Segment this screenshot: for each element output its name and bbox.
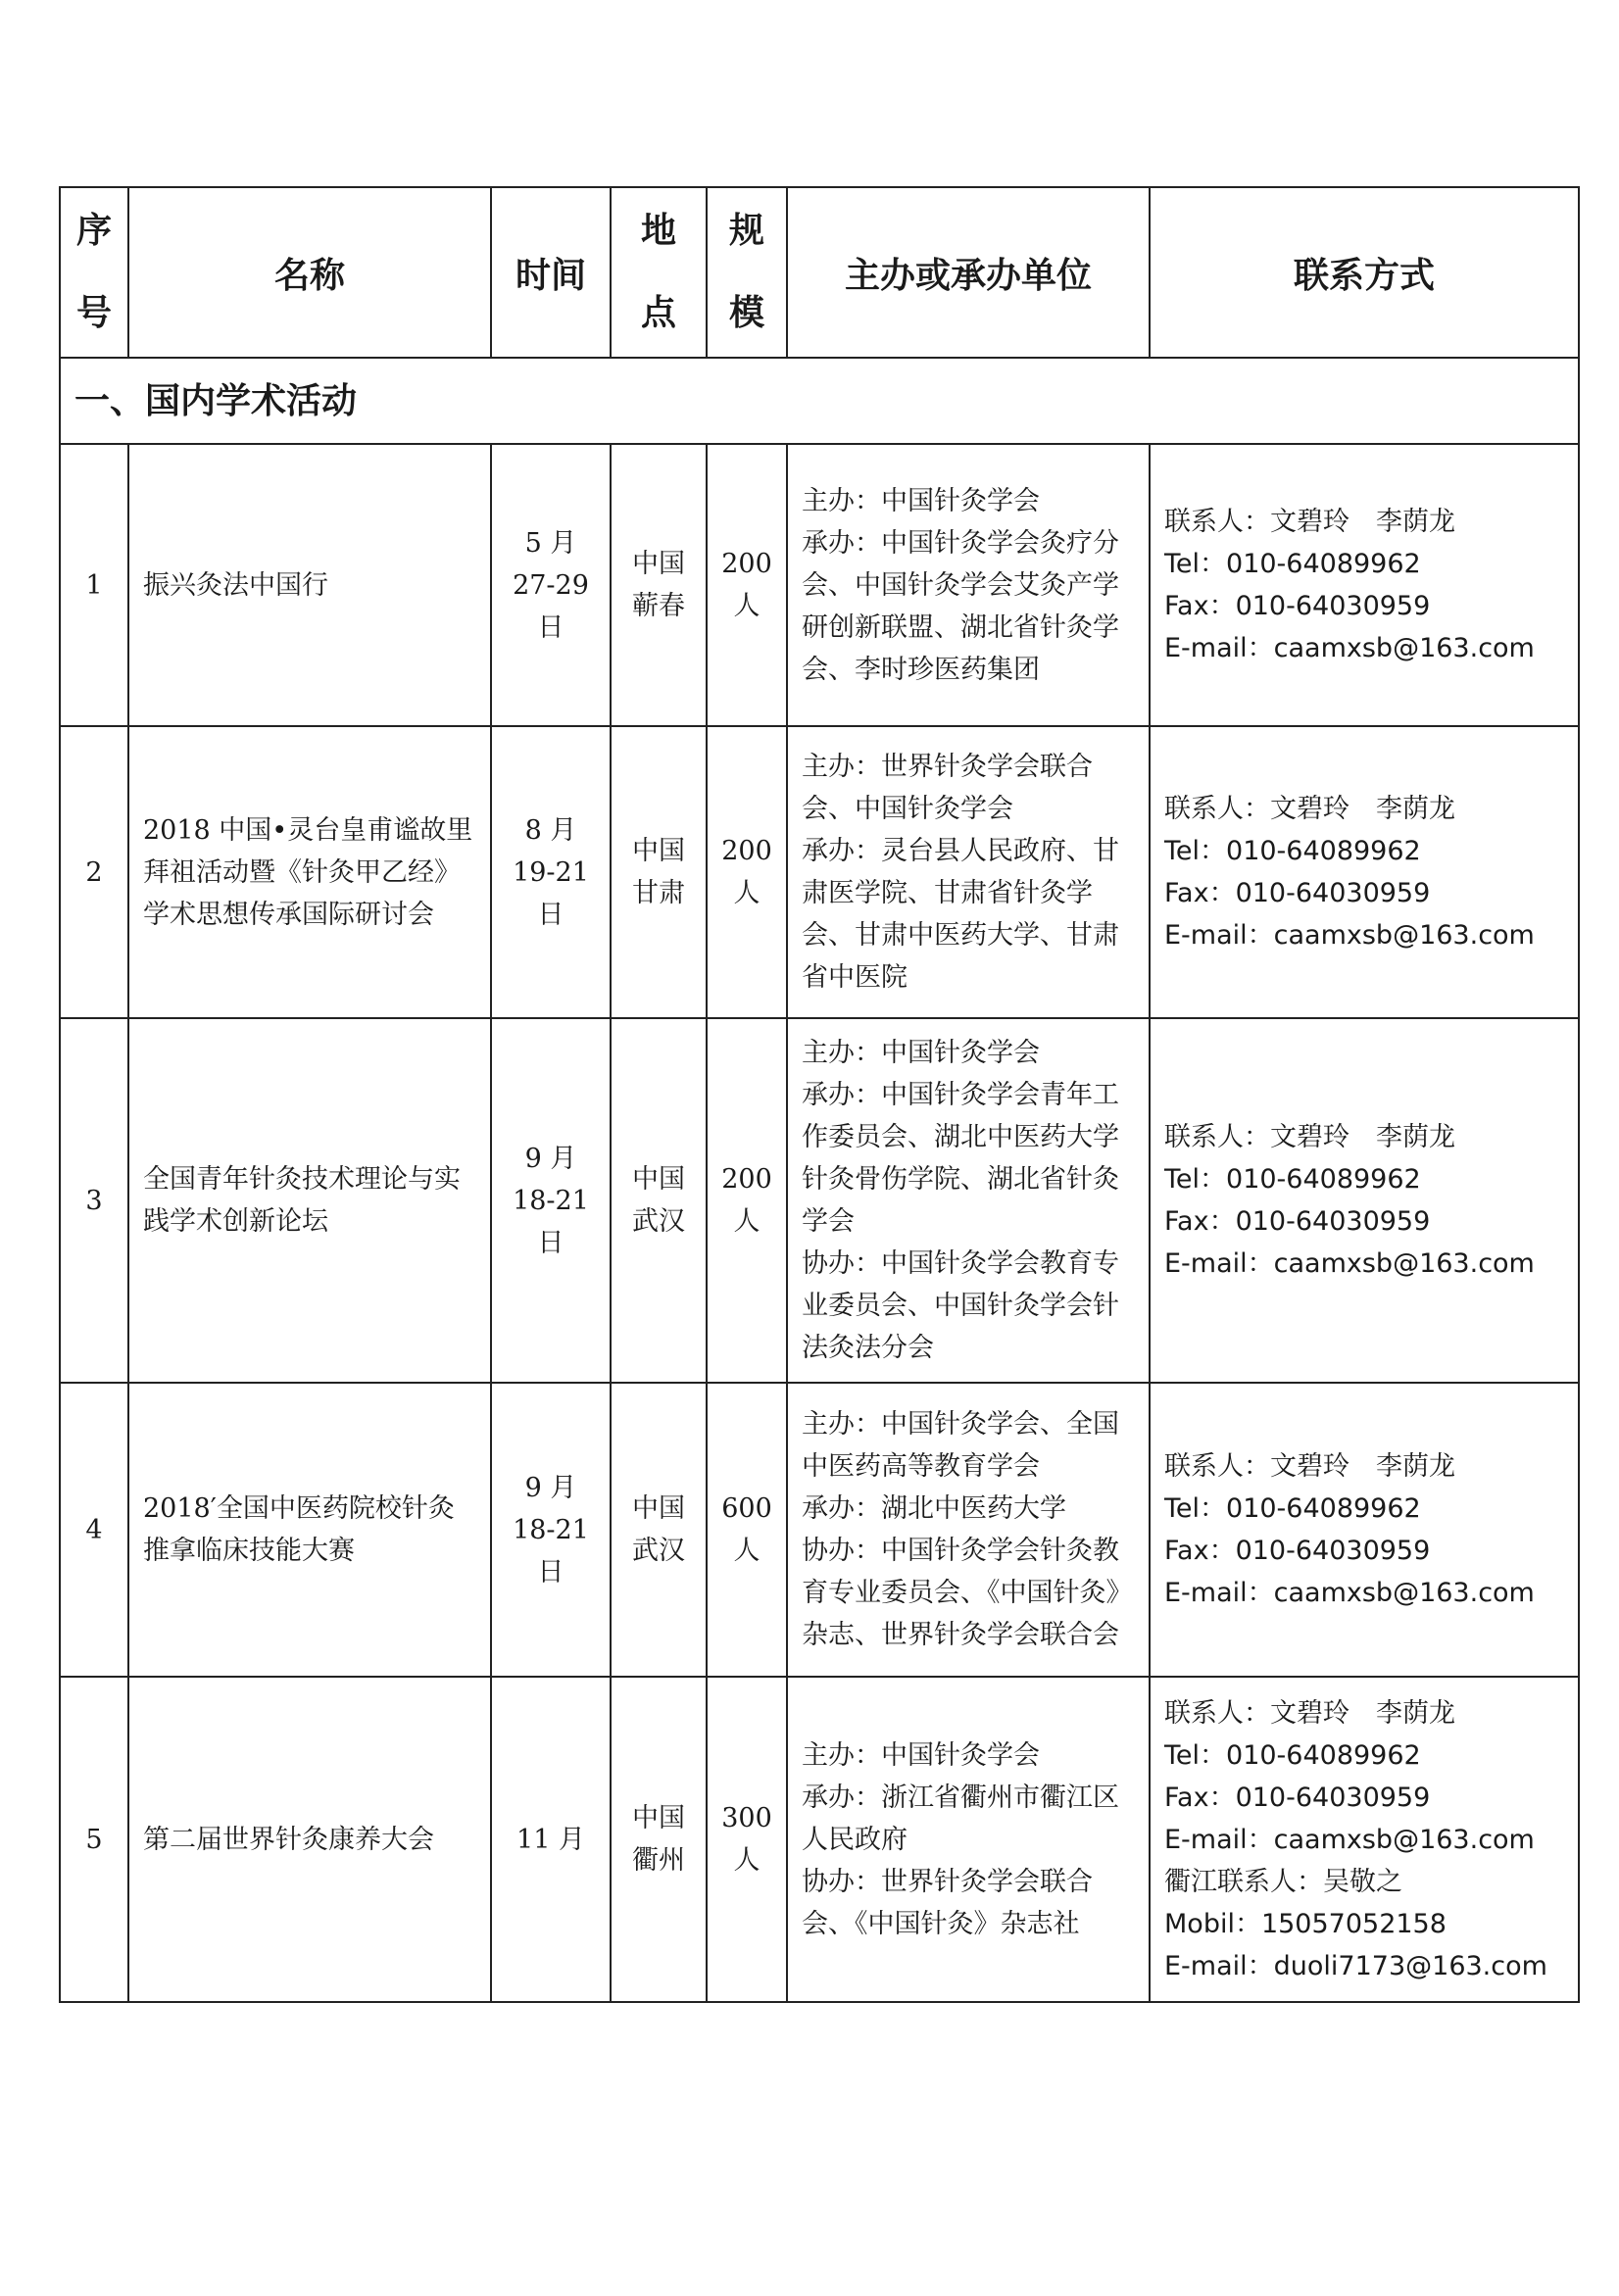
cell-scale [707,1383,787,1677]
scale-line: 人 [733,1206,760,1237]
cell-index: 2 [60,726,128,1018]
contact-line: Mobil：15057052158 [1164,1908,1447,1939]
contact-line: 联系人：文碧玲 李荫龙 [1164,794,1455,824]
cell-time [491,1677,611,2002]
organizer-line: 协办：世界针灸学会联合 [802,1866,1093,1897]
cell-time [491,1018,611,1383]
organizer-line: 主办：世界针灸学会联合 [802,752,1093,782]
cell-name: 2018 中国•灵台皇甫谧故里拜祖活动暨《针灸甲乙经》学术思想传承国际研讨会 [128,726,491,1018]
place-line: 中国 [632,1803,685,1833]
organizer-line: 作委员会、湖北中医药大学 [802,1122,1119,1152]
table-row [60,1677,1579,2002]
organizer-line: 承办：中国针灸学会青年工 [802,1080,1119,1110]
organizer-line: 研创新联盟、湖北省针灸学 [802,611,1119,643]
place-line: 武汉 [632,1206,685,1237]
scale-line: 600 [721,1493,772,1524]
contact-line: Tel：010-64089962 [1164,1739,1421,1771]
place-line: 中国 [632,1164,685,1195]
organizer-line: 主办：中国针灸学会 [802,1038,1040,1068]
organizer-line: 主办：中国针灸学会、全国 [802,1409,1119,1440]
cell-time [491,444,611,726]
cell-scale [707,726,787,1018]
organizer-line: 协办：中国针灸学会针灸教 [802,1536,1119,1566]
time-line: 19-21 [513,856,589,888]
table-row [60,1018,1579,1383]
cell-place [611,1018,707,1383]
table-row [60,726,1579,1018]
cell-organizer [787,1677,1150,2002]
contact-line: 联系人：文碧玲 李荫龙 [1164,507,1455,537]
contact-line: Tel：010-64089962 [1164,1164,1421,1195]
contact-line: Fax：010-64030959 [1164,1536,1431,1566]
place-line: 中国 [632,1493,685,1524]
scale-line: 人 [733,1536,760,1566]
document-page [59,186,1578,2003]
organizer-line: 会、甘肃中医药大学、甘肃 [802,920,1119,951]
cell-name: 第二届世界针灸康养大会 [128,1677,491,2002]
time-line: 9 月 [524,1143,577,1174]
contact-line: E-mail：caamxsb@163.com [1164,633,1535,663]
cell-index: 5 [60,1677,128,2002]
organizer-line: 承办：湖北中医药大学 [802,1493,1066,1524]
organizer-line: 法灸法分会 [802,1333,934,1363]
activity-table [59,186,1580,2003]
cell-contact [1150,444,1579,726]
table-header-row [60,187,1579,358]
time-line: 11 月 [516,1824,585,1855]
header-place: 地点 [611,187,707,358]
cell-contact [1150,1383,1579,1677]
contact-line: E-mail：duoli7173@163.com [1164,1950,1547,1981]
organizer-line: 省中医院 [802,962,908,993]
organizer-line: 会、《中国针灸》杂志社 [802,1908,1080,1939]
contact-line: E-mail：caamxsb@163.com [1164,1248,1535,1279]
cell-place [611,1677,707,2002]
place-line: 衢州 [632,1845,685,1876]
time-line: 8 月 [524,814,577,846]
scale-line: 200 [721,836,772,866]
header-index: 序号 [60,187,128,358]
scale-line: 300 [721,1803,772,1833]
organizer-line: 主办：中国针灸学会 [802,1739,1040,1771]
contact-line: E-mail：caamxsb@163.com [1164,1578,1535,1608]
cell-organizer [787,1018,1150,1383]
organizer-line: 中医药高等教育学会 [802,1451,1040,1482]
cell-index: 4 [60,1383,128,1677]
organizer-line: 承办：中国针灸学会灸疗分 [802,527,1119,559]
table-row [60,444,1579,726]
cell-name: 振兴灸法中国行 [128,444,491,726]
header-organizer: 主办或承办单位 [787,187,1150,358]
cell-place [611,444,707,726]
organizer-line: 会、中国针灸学会艾灸产学 [802,569,1119,601]
organizer-line: 会、李时珍医药集团 [802,654,1040,685]
cell-organizer [787,726,1150,1018]
table-row [60,1383,1579,1677]
organizer-line: 承办：灵台县人民政府、甘 [802,836,1119,866]
cell-contact [1150,1677,1579,2002]
cell-contact [1150,726,1579,1018]
contact-line: 联系人：文碧玲 李荫龙 [1164,1122,1455,1152]
time-line: 27-29 [513,569,589,601]
organizer-line: 人民政府 [802,1824,908,1855]
time-line: 日 [537,899,564,930]
cell-scale [707,1018,787,1383]
time-line: 18-21 [513,1514,589,1545]
contact-line: E-mail：caamxsb@163.com [1164,920,1535,951]
organizer-line: 针灸骨伤学院、湖北省针灸 [802,1164,1119,1195]
time-line: 5 月 [524,527,577,559]
contact-line: Fax：010-64030959 [1164,1206,1431,1237]
contact-line: E-mail：caamxsb@163.com [1164,1824,1535,1855]
scale-line: 200 [721,549,772,579]
scale-line: 人 [733,878,760,908]
time-line: 9 月 [524,1472,577,1503]
organizer-line: 业委员会、中国针灸学会针 [802,1291,1119,1321]
place-line: 中国 [632,549,685,579]
contact-line: Tel：010-64089962 [1164,836,1421,866]
scale-line: 人 [733,1845,760,1876]
place-line: 武汉 [632,1536,685,1566]
cell-index: 3 [60,1018,128,1383]
cell-contact [1150,1018,1579,1383]
cell-name: 全国青年针灸技术理论与实践学术创新论坛 [128,1018,491,1383]
cell-time [491,1383,611,1677]
place-line: 中国 [632,836,685,866]
contact-line: 衢江联系人：吴敬之 [1164,1866,1402,1897]
organizer-line: 主办：中国针灸学会 [802,485,1040,516]
cell-time [491,726,611,1018]
cell-place [611,726,707,1018]
time-line: 日 [537,1556,564,1588]
cell-name: 2018′全国中医药院校针灸推拿临床技能大赛 [128,1383,491,1677]
cell-scale [707,1677,787,2002]
place-line: 甘肃 [632,878,685,908]
organizer-line: 育专业委员会、《中国针灸》 [802,1578,1133,1608]
organizer-line: 协办：中国针灸学会教育专 [802,1248,1119,1279]
section-row [60,358,1579,444]
cell-organizer [787,444,1150,726]
scale-line: 人 [733,591,760,621]
organizer-line: 杂志、世界针灸学会联合会 [802,1620,1119,1650]
organizer-line: 承办：浙江省衢州市衢江区 [802,1782,1119,1813]
header-name: 名称 [128,187,491,358]
place-line: 蕲春 [632,591,685,621]
organizer-line: 会、中国针灸学会 [802,794,1013,824]
contact-line: Tel：010-64089962 [1164,1493,1421,1524]
contact-line: Fax：010-64030959 [1164,1782,1431,1813]
time-line: 日 [537,611,564,643]
time-line: 18-21 [513,1185,589,1216]
cell-organizer [787,1383,1150,1677]
section-title: 一、国内学术活动 [60,358,1579,444]
organizer-line: 学会 [802,1206,855,1237]
header-scale: 规模 [707,187,787,358]
contact-line: Fax：010-64030959 [1164,878,1431,908]
scale-line: 200 [721,1164,772,1195]
cell-place [611,1383,707,1677]
organizer-line: 肃医学院、甘肃省针灸学 [802,878,1093,908]
cell-scale [707,444,787,726]
contact-line: Fax：010-64030959 [1164,591,1431,621]
contact-line: 联系人：文碧玲 李荫龙 [1164,1697,1455,1729]
contact-line: 联系人：文碧玲 李荫龙 [1164,1451,1455,1482]
contact-line: Tel：010-64089962 [1164,549,1421,579]
header-time: 时间 [491,187,611,358]
time-line: 日 [537,1227,564,1258]
cell-index: 1 [60,444,128,726]
header-contact: 联系方式 [1150,187,1579,358]
